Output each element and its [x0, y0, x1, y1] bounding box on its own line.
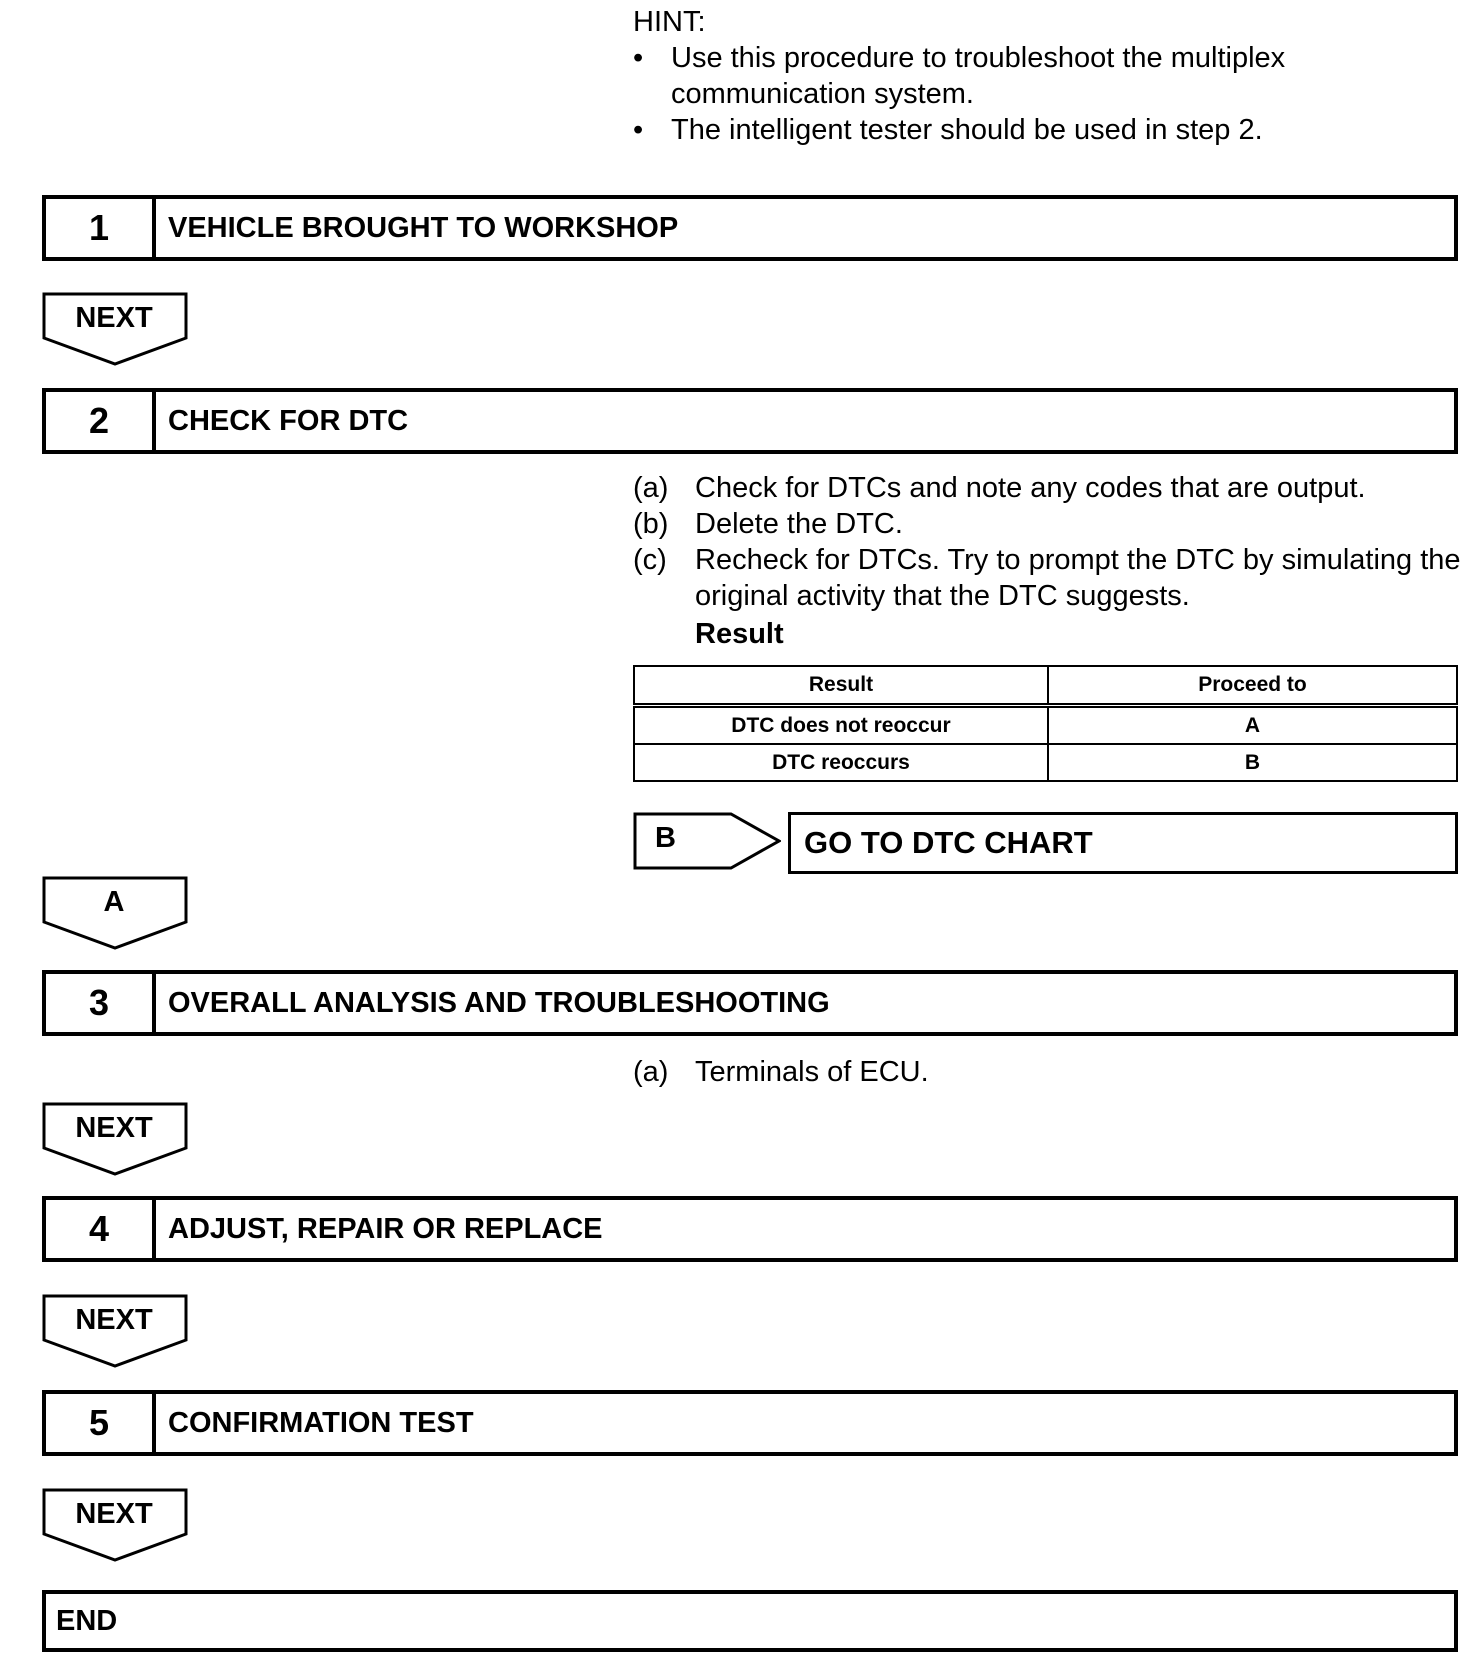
- table-cell: B: [1048, 744, 1457, 781]
- step-3-box: [42, 970, 1458, 1036]
- table-row: [634, 744, 1457, 781]
- substep-text: Recheck for DTCs. Try to prompt the DTC by simulating the original activity that the DTC suggests.: [695, 544, 1461, 612]
- substep-item: [633, 542, 1463, 614]
- step-number: 4: [46, 1200, 156, 1258]
- table-cell: A: [1048, 706, 1457, 745]
- substep-letter: (a): [633, 1056, 669, 1088]
- table-cell: DTC does not reoccur: [634, 706, 1048, 745]
- table-cell: DTC reoccurs: [634, 744, 1048, 781]
- result-table: [633, 665, 1458, 782]
- substep-item: [633, 470, 1463, 506]
- next-tag: [42, 1488, 188, 1562]
- goto-dtc-chart-box: GO TO DTC CHART: [788, 812, 1458, 874]
- branch-b-tag: [633, 812, 781, 870]
- step-1-box: [42, 195, 1458, 261]
- next-tag: [42, 292, 188, 366]
- step-2-substeps: [633, 470, 1463, 614]
- hint-item: [633, 112, 1453, 148]
- table-header-cell: Result: [634, 666, 1048, 706]
- step-2-box: [42, 388, 1458, 454]
- step-title: VEHICLE BROUGHT TO WORKSHOP: [168, 211, 679, 244]
- next-label: NEXT: [75, 1304, 153, 1336]
- step-4-box: [42, 1196, 1458, 1262]
- end-box: [42, 1590, 1458, 1652]
- next-label: NEXT: [75, 1112, 153, 1144]
- hint-title: HINT:: [633, 6, 706, 38]
- next-tag: [42, 1102, 188, 1176]
- step-title: ADJUST, REPAIR OR REPLACE: [168, 1212, 603, 1245]
- substep-text: Delete the DTC.: [695, 508, 903, 540]
- step-number: 2: [46, 392, 156, 450]
- table-row: [634, 706, 1457, 745]
- step-3-substep: [633, 1054, 929, 1090]
- next-label: NEXT: [75, 302, 153, 334]
- next-label: NEXT: [75, 1498, 153, 1530]
- bullet: •: [633, 42, 644, 74]
- substep-text: Terminals of ECU.: [695, 1056, 929, 1088]
- hint-item-text: Use this procedure to troubleshoot the multiplex communication system.: [671, 42, 1286, 110]
- step-number: 3: [46, 974, 156, 1032]
- hint-item-text: The intelligent tester should be used in step 2.: [671, 114, 1263, 146]
- table-header-row: [634, 666, 1457, 706]
- hint-item: [633, 40, 1453, 112]
- step-title: CONFIRMATION TEST: [168, 1406, 474, 1439]
- substep-item: [633, 506, 1463, 542]
- substep-letter: (c): [633, 544, 667, 576]
- branch-a-label: A: [103, 886, 125, 918]
- step-number: 1: [46, 199, 156, 257]
- branch-a-tag: [42, 876, 188, 950]
- hint-list: [633, 40, 1453, 148]
- branch-b-label: B: [655, 822, 676, 854]
- step-title: CHECK FOR DTC: [168, 404, 409, 437]
- step-number: 5: [46, 1394, 156, 1452]
- result-heading: Result: [695, 618, 784, 650]
- step-title: OVERALL ANALYSIS AND TROUBLESHOOTING: [168, 986, 830, 1019]
- end-label: END: [56, 1604, 118, 1637]
- substep-text: Check for DTCs and note any codes that are output.: [695, 472, 1366, 504]
- substep-letter: (a): [633, 472, 669, 504]
- step-5-box: [42, 1390, 1458, 1456]
- bullet: •: [633, 114, 644, 146]
- substep-letter: (b): [633, 508, 669, 540]
- table-header-cell: Proceed to: [1048, 666, 1457, 706]
- next-tag: [42, 1294, 188, 1368]
